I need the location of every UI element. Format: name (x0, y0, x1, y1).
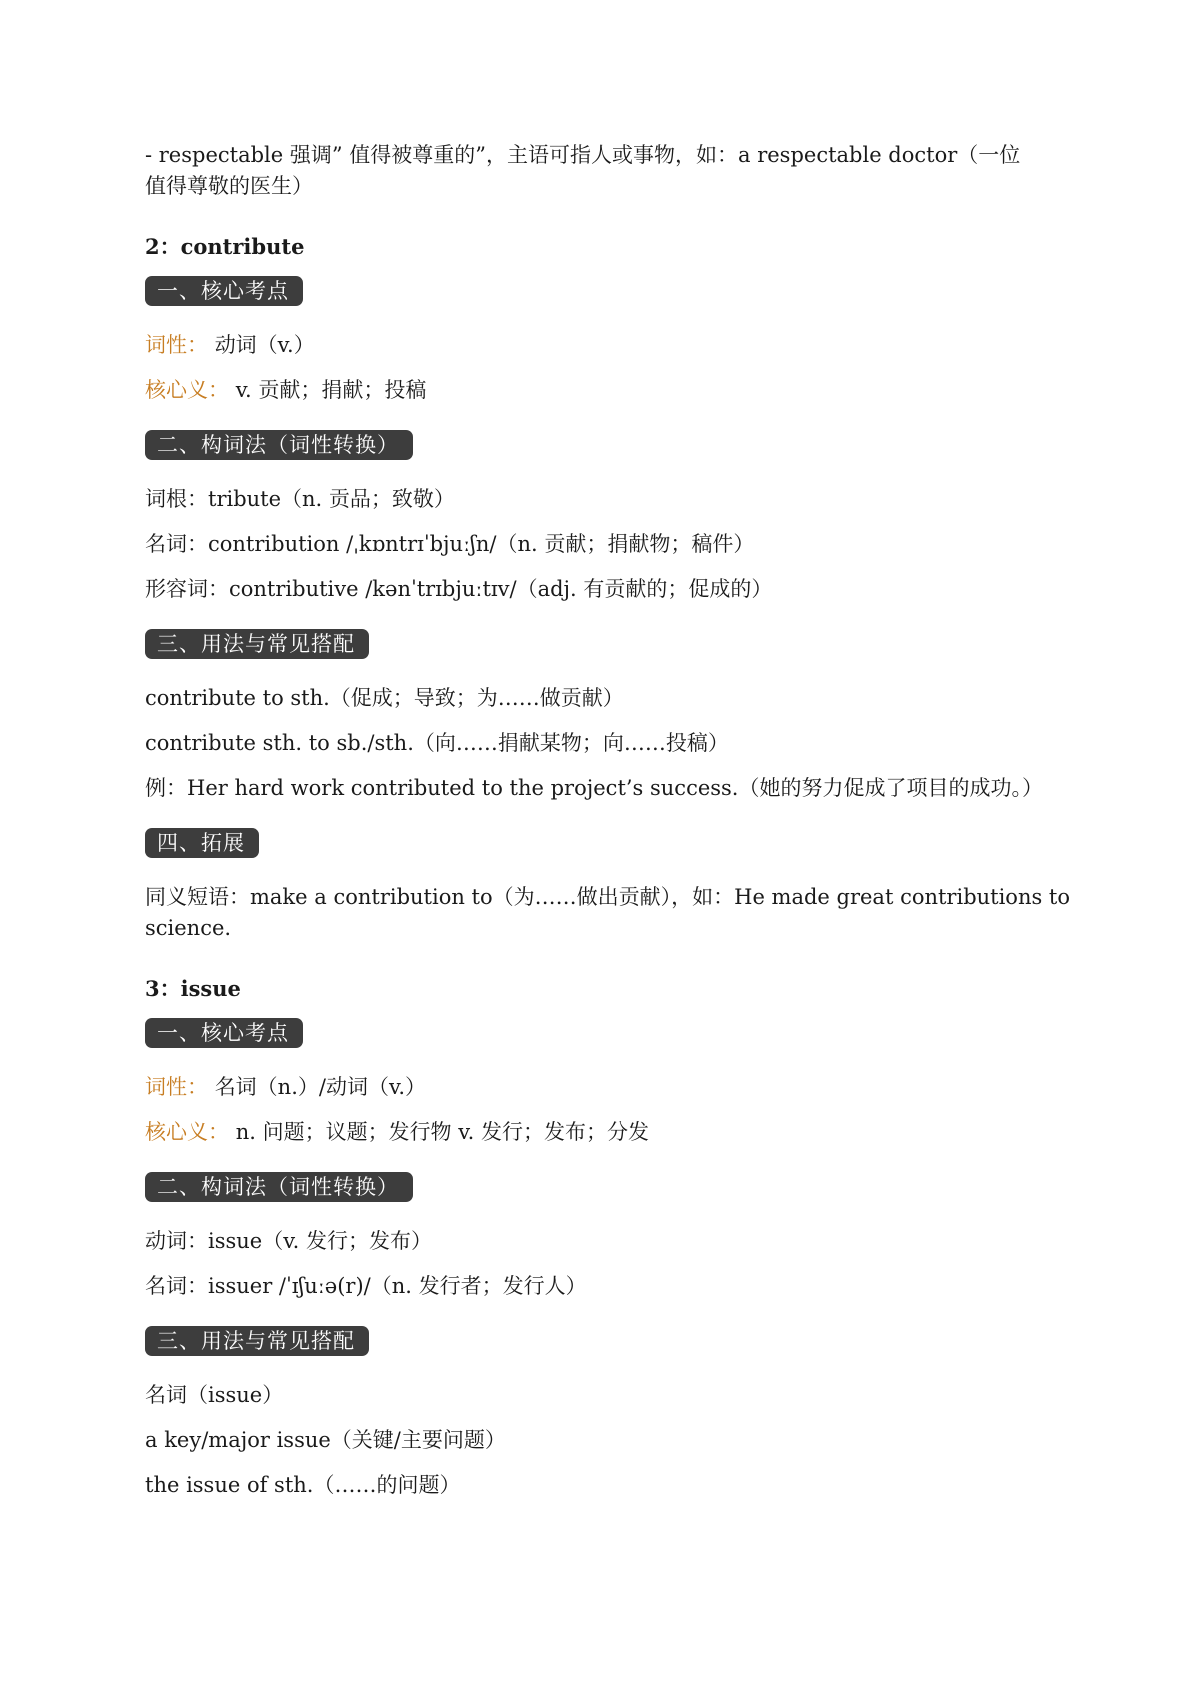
core-meaning-label: 核心义： (145, 378, 229, 402)
section-core-points (145, 276, 1065, 306)
part-of-speech-row (145, 1072, 1065, 1103)
core-meaning-value: n. 问题；议题；发行物 v. 发行；发布；分发 (235, 1120, 649, 1144)
word-heading-issue: 3：issue (145, 976, 241, 1001)
part-of-speech-value: 名词（n.）/动词（v.） (214, 1075, 427, 1099)
extension-line-1: 同义短语：make a contribution to（为……做出贡献），如：He made great contributions to (145, 885, 1071, 909)
usage-line: the issue of sth.（……的问题） (145, 1473, 461, 1497)
section-extension (145, 828, 1065, 858)
core-meaning-value: v. 贡献；捐献；投稿 (235, 378, 427, 402)
core-meaning-label: 核心义： (145, 1120, 229, 1144)
core-meaning-row (145, 1117, 1065, 1148)
extension-line-2: science. (145, 916, 232, 940)
verb-form-line: 动词：issue（v. 发行；发布） (145, 1229, 432, 1253)
section-usage (145, 629, 1065, 659)
noun-form-line: 名词：issuer /ˈɪʃuːə(r)/（n. 发行者；发行人） (145, 1274, 587, 1298)
section-badge: 四、拓展 (145, 828, 259, 858)
section-core-points (145, 1018, 1065, 1048)
usage-line: contribute to sth.（促成；导致；为……做贡献） (145, 686, 624, 710)
section-badge: 三、用法与常见搭配 (145, 629, 369, 659)
section-word-formation (145, 1172, 1065, 1202)
section-badge: 三、用法与常见搭配 (145, 1326, 369, 1356)
section-badge: 二、构词法（词性转换） (145, 430, 413, 460)
section-badge: 一、核心考点 (145, 276, 303, 306)
noun-form-line: 名词：contribution /ˌkɒntrɪˈbjuːʃn/（n. 贡献；捐献物；稿件） (145, 532, 755, 556)
example-line: 例：Her hard work contributed to the project’s success.（她的努力促成了项目的成功。） (145, 776, 1043, 800)
part-of-speech-row (145, 330, 1065, 361)
section-word-formation (145, 430, 1065, 460)
respectable-note-line-1: - respectable 强调” 值得被尊重的”，主语可指人或事物，如：a respectable doctor（一位 (145, 143, 1021, 167)
section-usage (145, 1326, 1065, 1356)
section-badge: 一、核心考点 (145, 1018, 303, 1048)
section-badge: 二、构词法（词性转换） (145, 1172, 413, 1202)
core-meaning-row (145, 375, 1065, 406)
document-page (145, 140, 1071, 1501)
part-of-speech-label: 词性： (145, 333, 208, 357)
word-heading-contribute: 2：contribute (145, 234, 305, 259)
word-root-line: 词根：tribute（n. 贡品；致敬） (145, 487, 455, 511)
adjective-form-line: 形容词：contributive /kənˈtrɪbjuːtɪv/（adj. 有贡献的；促成的） (145, 577, 773, 601)
respectable-note-line-2: 值得尊敬的医生） (145, 174, 313, 198)
usage-line: contribute sth. to sb./sth.（向……捐献某物；向……投稿） (145, 731, 729, 755)
usage-line: a key/major issue（关键/主要问题） (145, 1428, 506, 1452)
part-of-speech-value: 动词（v.） (214, 333, 315, 357)
usage-subheading: 名词（issue） (145, 1383, 284, 1407)
part-of-speech-label: 词性： (145, 1075, 208, 1099)
